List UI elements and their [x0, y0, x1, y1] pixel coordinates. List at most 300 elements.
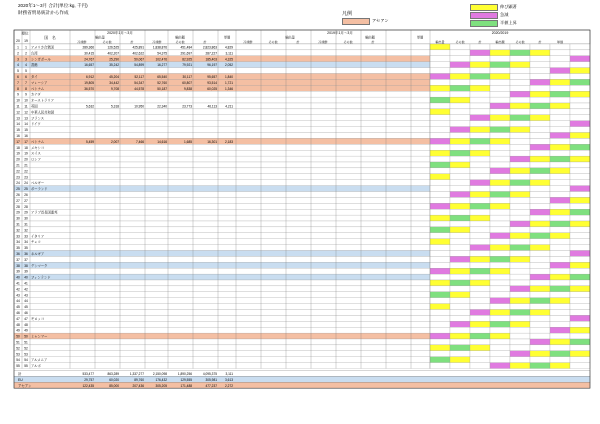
ratio-cell — [490, 74, 510, 80]
table-row — [14, 215, 430, 221]
row-rank-2020: 33 — [16, 234, 20, 239]
table-row — [14, 203, 430, 209]
legend-label-drop: 急減 — [500, 12, 509, 17]
ratio-cell — [570, 91, 590, 97]
ratio-cell — [430, 115, 450, 121]
row-value: 7,466 — [136, 139, 144, 144]
ratio-cell — [570, 79, 590, 85]
row-value: 54,347 — [134, 80, 144, 85]
ratio-cell — [470, 215, 490, 221]
ratio-cell — [450, 156, 470, 162]
table-row — [14, 103, 430, 109]
ratio-cell — [510, 109, 530, 115]
row-rank-2020: 49 — [16, 328, 20, 333]
row-rank-2019: 44 — [24, 299, 28, 304]
ratio-cell — [470, 127, 490, 133]
ratio-cell — [490, 339, 510, 345]
row-rank-2020: 31 — [16, 222, 20, 227]
ratio-cell — [470, 351, 490, 357]
ratio-cell — [430, 310, 450, 316]
row-country: モロッコ — [31, 316, 45, 321]
col-rank-2020: 20 — [16, 39, 20, 43]
ratio-cell — [470, 168, 490, 174]
row-rank-2019: 19 — [24, 151, 28, 156]
ratio-cell — [450, 245, 470, 251]
ratio-cell — [510, 115, 530, 121]
ratio-cell — [470, 121, 490, 127]
ratio-cell — [470, 180, 490, 186]
row-value: 14,616 — [157, 139, 167, 144]
ratio-cell — [550, 239, 570, 245]
row-country: フランス — [31, 116, 45, 121]
ratio-cell — [530, 339, 550, 345]
ratio-cell — [470, 133, 490, 139]
row-value: 2,007 — [111, 139, 119, 144]
ratio-cell — [510, 227, 530, 233]
row-value: 30,117 — [182, 75, 192, 79]
ratio-cell — [430, 180, 450, 186]
ratio-cell — [430, 280, 450, 286]
ratio-cell — [430, 321, 450, 327]
ratio-cell — [470, 62, 490, 68]
table-row — [14, 327, 430, 333]
row-value: 35,242 — [109, 63, 119, 68]
row-country: ドイツ — [31, 122, 41, 127]
ratio-cell — [570, 203, 590, 209]
table-row — [14, 298, 430, 304]
row-rank-2020: 12 — [16, 110, 20, 115]
ratio-cell — [450, 357, 470, 363]
ratio-cell — [430, 168, 450, 174]
ratio-cell — [530, 327, 550, 333]
ratio-col-5: 計 — [538, 40, 542, 44]
ratio-cell — [430, 274, 450, 280]
table-row — [14, 109, 430, 115]
row-value: 4,325 — [225, 57, 233, 62]
ratio-cell — [430, 221, 450, 227]
row-value: 44,578 — [134, 86, 144, 91]
row-rank-2020: 20 — [16, 157, 20, 162]
row-value: 95,657 — [207, 75, 217, 79]
ratio-cell — [450, 121, 470, 127]
price-2020: 単価 — [223, 35, 231, 40]
table-row — [14, 168, 430, 174]
ratio-cell — [450, 138, 470, 144]
ratio-cell — [530, 74, 550, 80]
ratio-cell — [490, 68, 510, 74]
row-rank-2020: 38 — [16, 263, 20, 268]
table-row — [14, 121, 430, 127]
row-rank-2020: 50 — [16, 334, 20, 339]
row-rank-2019: 50 — [24, 334, 28, 339]
table-row — [14, 256, 430, 262]
table-row — [14, 144, 430, 150]
ratio-cell — [510, 333, 530, 339]
ratio-cell — [450, 268, 470, 274]
row-rank-2020: 24 — [16, 181, 20, 186]
row-rank-2019: 47 — [24, 316, 28, 321]
row-rank-2020: 19 — [16, 151, 20, 156]
ratio-cell — [510, 186, 530, 192]
ratio-cell — [430, 233, 450, 239]
row-rank-2019: 43 — [24, 293, 28, 298]
ratio-cell — [570, 138, 590, 144]
ratio-cell — [450, 168, 470, 174]
ratio-cell — [490, 280, 510, 286]
ratio-cell — [550, 274, 570, 280]
sub-2019-3: 冷凍鮮 — [318, 40, 328, 44]
ratio-cell — [490, 133, 510, 139]
ratio-cell — [570, 56, 590, 62]
ratio-cell — [550, 304, 570, 310]
sub-2020-2: 計 — [130, 40, 134, 44]
group-export-2019: 輸出量 — [285, 35, 295, 40]
row-country: 中華人民共和国 — [31, 110, 55, 115]
row-rank-2019: 21 — [24, 163, 28, 168]
row-rank-2020: 32 — [16, 228, 20, 233]
row-rank-2020: 2 — [17, 51, 19, 56]
row-value: 1,685 — [184, 139, 192, 144]
ratio-cell — [530, 357, 550, 363]
row-rank-2019: 41 — [24, 281, 28, 286]
ratio-cell — [430, 162, 450, 168]
ratio-col-4: その他 — [515, 40, 525, 44]
table-row — [14, 292, 430, 298]
ratio-cell — [490, 121, 510, 127]
ratio-cell — [570, 304, 590, 310]
ratio-cell — [550, 339, 570, 345]
ratio-cell — [530, 44, 550, 50]
ratio-cell — [510, 192, 530, 198]
ratio-cell — [550, 363, 570, 369]
ratio-cell — [450, 315, 470, 321]
ratio-cell — [570, 268, 590, 274]
ratio-cell — [490, 262, 510, 268]
table-row — [14, 115, 430, 121]
row-rank-2019: 45 — [24, 305, 28, 310]
row-rank-2020: 48 — [16, 322, 20, 327]
ratio-cell — [430, 357, 450, 363]
row-country: タイ — [31, 75, 38, 79]
ratio-cell — [430, 186, 450, 192]
ratio-cell — [530, 245, 550, 251]
sub-2019-0: 冷凍鮮 — [243, 40, 253, 44]
ratio-col-3: 輸出額 — [495, 40, 505, 44]
row-rank-2020: 13 — [16, 116, 20, 121]
ratio-cell — [450, 292, 470, 298]
row-rank-2019: 9 — [25, 92, 27, 97]
ratio-cell — [550, 79, 570, 85]
ratio-cell — [510, 156, 530, 162]
ratio-cell — [530, 192, 550, 198]
ratio-cell — [470, 298, 490, 304]
row-value: 22,340 — [157, 104, 167, 109]
ratio-cell — [510, 103, 530, 109]
ratio-cell — [510, 221, 530, 227]
ratio-cell — [530, 304, 550, 310]
row-value: 451,484 — [180, 45, 192, 50]
ratio-cell — [530, 133, 550, 139]
ratio-cell — [470, 304, 490, 310]
ratio-cell — [550, 74, 570, 80]
ratio-cell — [430, 174, 450, 180]
row-value: 2,823,863 — [202, 45, 217, 50]
row-rank-2020: 37 — [16, 257, 20, 262]
ratio-cell — [490, 44, 510, 50]
period-2019-label: 2019年1月～3月 — [327, 31, 353, 35]
row-rank-2019: 5 — [25, 69, 27, 74]
col-country-header: 国 名 — [44, 36, 56, 40]
ratio-cell — [450, 44, 470, 50]
row-rank-2020: 53 — [16, 352, 20, 357]
ratio-cell — [510, 245, 530, 251]
ratio-cell — [490, 333, 510, 339]
ratio-cell — [470, 239, 490, 245]
ratio-cell — [550, 333, 570, 339]
ratio-cell — [550, 262, 570, 268]
ratio-cell — [430, 333, 450, 339]
ratio-cell — [450, 327, 470, 333]
ratio-cell — [450, 209, 470, 215]
ratio-cell — [530, 215, 550, 221]
ratio-cell — [570, 150, 590, 156]
row-value: 79,921 — [182, 63, 192, 68]
ratio-cell — [570, 74, 590, 80]
ratio-cell — [570, 127, 590, 133]
table-row — [14, 321, 430, 327]
row-rank-2019: 38 — [24, 263, 28, 268]
ratio-cell — [510, 62, 530, 68]
ratio-cell — [430, 197, 450, 203]
ratio-cell — [450, 103, 470, 109]
row-rank-2019: 36 — [24, 252, 28, 256]
ratio-cell — [470, 280, 490, 286]
ratio-cell — [490, 327, 510, 333]
ratio-cell — [510, 274, 530, 280]
row-rank-2019: 26 — [24, 193, 28, 197]
total-label: アセアン — [18, 383, 32, 388]
ratio-cell — [530, 85, 550, 91]
ratio-cell — [450, 162, 470, 168]
ratio-cell — [550, 345, 570, 351]
ratio-cell — [450, 85, 470, 91]
ratio-cell — [530, 292, 550, 298]
ratio-cell — [470, 227, 490, 233]
table-row — [14, 91, 430, 97]
ratio-cell — [430, 262, 450, 268]
ratio-cell — [470, 315, 490, 321]
ratio-cell — [550, 62, 570, 68]
ratio-cell — [550, 286, 570, 292]
ratio-cell — [470, 197, 490, 203]
row-value: 25,290 — [109, 57, 119, 62]
ratio-cell — [450, 150, 470, 156]
row-rank-2019: 23 — [24, 175, 28, 180]
ratio-cell — [510, 150, 530, 156]
ratio-cell — [570, 233, 590, 239]
total-value: 29,757 — [84, 377, 94, 382]
row-country: メキシコ — [31, 145, 45, 150]
row-country: ベルギー — [31, 181, 45, 186]
row-rank-2019: 1 — [25, 45, 27, 50]
ratio-cell — [490, 298, 510, 304]
ratio-cell — [570, 262, 590, 268]
ratio-cell — [470, 209, 490, 215]
ratio-cell — [550, 268, 570, 274]
ratio-cell — [450, 333, 470, 339]
row-value: 185,403 — [205, 57, 217, 62]
ratio-cell — [490, 363, 510, 369]
total-value: 2,272 — [225, 383, 233, 388]
ratio-cell — [570, 256, 590, 262]
ratio-cell — [470, 85, 490, 91]
ratio-cell — [490, 345, 510, 351]
ratio-cell — [430, 268, 450, 274]
ratio-cell — [470, 91, 490, 97]
row-value: 24,767 — [84, 57, 94, 62]
ratio-cell — [490, 256, 510, 262]
row-rank-2020: 8 — [17, 86, 19, 91]
row-value: 291,697 — [180, 51, 192, 56]
ratio-cell — [510, 74, 530, 80]
ratio-cell — [570, 339, 590, 345]
table-row — [14, 85, 430, 91]
row-rank-2019: 46 — [24, 311, 28, 315]
row-rank-2019: 3 — [25, 57, 27, 62]
row-rank-2020: 41 — [16, 281, 20, 286]
ratio-cell — [470, 262, 490, 268]
total-row — [14, 371, 590, 377]
row-country: ロシア — [31, 157, 41, 162]
ratio-cell — [490, 310, 510, 316]
row-value: 19,805 — [84, 80, 94, 85]
ratio-cell — [430, 103, 450, 109]
ratio-cell — [470, 339, 490, 345]
ratio-cell — [490, 156, 510, 162]
table-row — [14, 239, 430, 245]
legend-label-surge: 伸び顕著 — [500, 4, 517, 9]
ratio-cell — [550, 156, 570, 162]
ratio-cell — [570, 121, 590, 127]
row-rank-2020: 15 — [16, 128, 20, 133]
row-country: アルメニア — [31, 358, 48, 363]
row-rank-2020: 51 — [16, 340, 20, 345]
ratio-cell — [450, 127, 470, 133]
price-2019: 単価 — [416, 35, 424, 40]
table-row — [14, 351, 430, 357]
sheet-subtitle: 財務省貿易統計から作成 — [18, 10, 69, 15]
row-value: 402,207 — [107, 51, 119, 56]
ratio-cell — [430, 44, 450, 50]
col-rank-header: 順位 — [21, 31, 29, 36]
ratio-col-2: 計 — [478, 40, 482, 44]
ratio-cell — [570, 310, 590, 316]
ratio-cell — [570, 174, 590, 180]
ratio-cell — [550, 115, 570, 121]
ratio-cell — [570, 115, 590, 121]
ratio-cell — [430, 156, 450, 162]
total-value: 2,150,098 — [152, 372, 167, 376]
ratio-cell — [570, 197, 590, 203]
row-value: 3,111 — [225, 51, 233, 56]
table-row — [14, 333, 430, 339]
ratio-cell — [470, 174, 490, 180]
ratio-cell — [570, 192, 590, 198]
ratio-cell — [430, 192, 450, 198]
ratio-cell — [530, 162, 550, 168]
ratio-cell — [490, 91, 510, 97]
ratio-cell — [470, 74, 490, 80]
ratio-cell — [490, 138, 510, 144]
ratio-cell — [430, 292, 450, 298]
table-row — [14, 138, 430, 144]
row-rank-2020: 10 — [16, 98, 20, 103]
ratio-cell — [550, 186, 570, 192]
ratio-cell — [510, 79, 530, 85]
ratio-cell — [530, 298, 550, 304]
ratio-cell — [510, 327, 530, 333]
ratio-cell — [490, 227, 510, 233]
ratio-cell — [550, 192, 570, 198]
row-value: 45,204 — [109, 75, 119, 79]
ratio-cell — [530, 121, 550, 127]
ratio-cell — [430, 56, 450, 62]
table-row — [14, 221, 430, 227]
row-rank-2020: 36 — [16, 252, 20, 256]
sub-2020-5: 計 — [203, 40, 207, 44]
ratio-cell — [450, 239, 470, 245]
row-rank-2020: 27 — [16, 198, 20, 203]
ratio-cell — [550, 245, 570, 251]
ratio-cell — [530, 109, 550, 115]
row-value: 52,117 — [134, 75, 144, 79]
ratio-cell — [570, 103, 590, 109]
table-row — [14, 97, 430, 103]
table-row — [14, 304, 430, 310]
ratio-cell — [450, 321, 470, 327]
ratio-cell — [470, 156, 490, 162]
ratio-cell — [450, 74, 470, 80]
ratio-cell — [530, 97, 550, 103]
row-value: 1,346 — [225, 86, 233, 91]
ratio-cell — [470, 327, 490, 333]
row-rank-2020: 42 — [16, 287, 20, 292]
ratio-cell — [490, 174, 510, 180]
row-rank-2019: 2 — [25, 51, 27, 56]
row-country: 台湾 — [31, 51, 38, 56]
ratio-cell — [510, 127, 530, 133]
col-rank-2019: 19 — [24, 39, 28, 43]
ratio-cell — [550, 310, 570, 316]
ratio-label: 2020/2019 — [491, 31, 509, 35]
row-value: 30,415 — [84, 51, 94, 56]
sub-2020-1: その他 — [102, 40, 112, 44]
ratio-cell — [450, 351, 470, 357]
ratio-cell — [450, 192, 470, 198]
ratio-cell — [510, 298, 530, 304]
ratio-cell — [490, 127, 510, 133]
table-row — [14, 74, 430, 80]
ratio-cell — [510, 310, 530, 316]
ratio-cell — [490, 251, 510, 257]
ratio-cell — [450, 227, 470, 233]
row-rank-2020: 7 — [17, 80, 19, 85]
row-rank-2019: 53 — [24, 352, 28, 357]
ratio-cell — [470, 50, 490, 56]
ratio-cell — [430, 298, 450, 304]
total-value: 129,555 — [180, 377, 192, 382]
ratio-cell — [430, 79, 450, 85]
